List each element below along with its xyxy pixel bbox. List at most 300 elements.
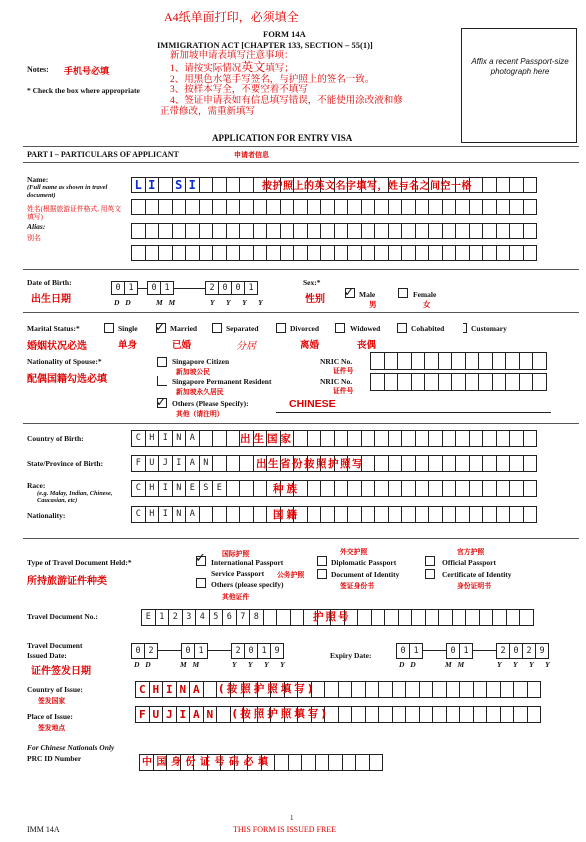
char-box[interactable]: 1 [244,281,258,295]
char-box[interactable] [438,352,453,370]
char-box[interactable] [401,430,416,447]
prc-row[interactable] [139,754,382,771]
char-box[interactable] [239,455,254,472]
char-box[interactable] [492,609,507,626]
char-box[interactable] [226,245,241,261]
char-box[interactable] [131,199,146,215]
char-box[interactable] [347,480,362,497]
char-box[interactable] [212,506,227,523]
char-box[interactable] [361,430,376,447]
char-box[interactable]: 0 [446,643,460,659]
nric-row-2[interactable] [370,373,546,391]
char-box[interactable]: N [176,681,191,698]
char-box[interactable] [374,245,389,261]
sg-citizen-checkbox[interactable] [157,357,167,367]
char-box[interactable]: 1 [459,643,473,659]
char-box[interactable] [388,455,403,472]
dob-day[interactable] [111,281,137,295]
char-box[interactable]: 6 [222,609,237,626]
char-box[interactable] [374,480,389,497]
char-box[interactable] [239,245,254,261]
char-box[interactable] [347,223,362,239]
char-box[interactable] [509,506,524,523]
char-box[interactable]: N [203,706,218,723]
char-box[interactable] [216,706,231,723]
char-box[interactable] [428,245,443,261]
char-box[interactable] [469,480,484,497]
char-box[interactable] [158,245,173,261]
char-box[interactable] [482,430,497,447]
char-box[interactable] [378,706,393,723]
char-box[interactable] [172,245,187,261]
char-box[interactable] [523,223,538,239]
char-box[interactable] [199,199,214,215]
char-box[interactable] [388,480,403,497]
female-checkbox[interactable] [398,288,408,298]
char-box[interactable]: 1 [194,643,208,659]
issued-day[interactable] [131,643,157,659]
char-box[interactable] [253,199,268,215]
char-box[interactable]: 2 [522,643,536,659]
char-box[interactable]: J [158,455,173,472]
char-box[interactable] [212,177,227,193]
char-box[interactable]: 0 [131,643,145,659]
char-box[interactable] [212,455,227,472]
char-box[interactable] [496,480,511,497]
char-box[interactable]: H [149,681,164,698]
char-box[interactable] [239,199,254,215]
race-row[interactable] [131,480,536,497]
char-box[interactable] [320,430,335,447]
char-box[interactable]: 0 [396,643,410,659]
char-box[interactable] [482,506,497,523]
char-box[interactable] [496,199,511,215]
poi-row[interactable] [135,706,540,723]
char-box[interactable] [415,506,430,523]
char-box[interactable] [226,223,241,239]
alias-row-2[interactable] [131,245,536,261]
char-box[interactable] [288,754,303,771]
char-box[interactable] [405,706,420,723]
char-box[interactable] [392,706,407,723]
char-box[interactable] [496,245,511,261]
char-box[interactable]: 5 [209,609,224,626]
char-box[interactable] [479,609,494,626]
char-box[interactable] [496,506,511,523]
char-box[interactable] [523,480,538,497]
char-box[interactable]: 0 [244,643,258,659]
char-box[interactable] [361,199,376,215]
char-box[interactable] [442,199,457,215]
char-box[interactable] [361,506,376,523]
char-box[interactable]: 2 [231,643,245,659]
char-box[interactable] [509,199,524,215]
coi-doc-checkbox[interactable] [425,569,435,579]
char-box[interactable] [465,373,480,391]
char-box[interactable] [293,223,308,239]
char-box[interactable] [226,430,241,447]
char-box[interactable]: 0 [111,281,125,295]
char-box[interactable] [469,245,484,261]
char-box[interactable] [496,455,511,472]
char-box[interactable] [199,177,214,193]
char-box[interactable]: E [185,480,200,497]
char-box[interactable]: C [135,681,150,698]
char-box[interactable] [374,199,389,215]
char-box[interactable] [158,223,173,239]
char-box[interactable] [384,373,399,391]
char-box[interactable] [274,754,289,771]
off-pp-checkbox[interactable] [425,556,435,566]
char-box[interactable] [172,199,187,215]
char-box[interactable] [338,706,353,723]
char-box[interactable] [374,455,389,472]
char-box[interactable] [532,352,547,370]
char-box[interactable] [446,706,461,723]
char-box[interactable]: I [185,177,200,193]
divorced-checkbox[interactable] [276,323,286,333]
char-box[interactable] [469,455,484,472]
char-box[interactable] [185,199,200,215]
char-box[interactable] [369,754,384,771]
char-box[interactable] [513,681,528,698]
char-box[interactable] [419,706,434,723]
char-box[interactable] [158,199,173,215]
char-box[interactable] [334,430,349,447]
char-box[interactable]: I [172,455,187,472]
char-box[interactable]: H [145,506,160,523]
char-box[interactable]: U [145,455,160,472]
char-box[interactable] [527,681,542,698]
char-box[interactable] [482,199,497,215]
char-box[interactable] [523,455,538,472]
char-box[interactable] [172,223,187,239]
char-box[interactable] [459,706,474,723]
char-box[interactable] [519,352,534,370]
char-box[interactable] [361,223,376,239]
char-box[interactable] [361,245,376,261]
char-box[interactable] [226,506,241,523]
char-box[interactable] [492,352,507,370]
char-box[interactable] [139,754,273,771]
char-box[interactable]: I [162,681,177,698]
char-box[interactable]: 1 [257,643,271,659]
char-box[interactable] [452,609,467,626]
char-box[interactable] [455,430,470,447]
char-box[interactable] [199,430,214,447]
char-box[interactable]: E [141,609,156,626]
char-box[interactable] [301,754,316,771]
char-box[interactable] [293,199,308,215]
char-box[interactable] [315,754,330,771]
char-box[interactable] [465,352,480,370]
char-box[interactable] [158,177,173,193]
char-box[interactable] [355,754,370,771]
char-box[interactable] [307,223,322,239]
char-box[interactable]: C [131,506,146,523]
char-box[interactable]: L [131,177,146,193]
char-box[interactable] [455,245,470,261]
char-box[interactable] [226,455,241,472]
char-box[interactable]: 0 [231,281,245,295]
char-box[interactable] [401,245,416,261]
char-box[interactable] [334,245,349,261]
name-row-2[interactable] [131,199,536,215]
char-box[interactable]: I [145,177,160,193]
char-box[interactable] [442,480,457,497]
char-box[interactable] [328,754,343,771]
char-box[interactable] [442,506,457,523]
char-box[interactable] [482,177,497,193]
char-box[interactable] [347,430,362,447]
char-box[interactable] [212,199,227,215]
char-box[interactable] [276,609,291,626]
char-box[interactable] [405,681,420,698]
char-box[interactable] [428,430,443,447]
char-box[interactable] [324,681,339,698]
char-box[interactable] [145,223,160,239]
char-box[interactable] [307,245,322,261]
char-box[interactable] [401,480,416,497]
char-box[interactable] [428,199,443,215]
char-box[interactable] [469,199,484,215]
char-box[interactable] [239,177,254,193]
dob-year[interactable] [205,281,257,295]
char-box[interactable] [509,177,524,193]
char-box[interactable] [266,223,281,239]
char-box[interactable] [532,373,547,391]
char-box[interactable] [253,480,268,497]
char-box[interactable]: A [189,681,204,698]
char-box[interactable] [253,223,268,239]
char-box[interactable]: 2 [144,643,158,659]
char-box[interactable] [365,681,380,698]
char-box[interactable] [519,373,534,391]
others-doc-checkbox[interactable] [196,578,206,588]
char-box[interactable] [392,681,407,698]
char-box[interactable] [505,352,520,370]
char-box[interactable] [401,506,416,523]
char-box[interactable] [428,480,443,497]
char-box[interactable] [438,609,453,626]
char-box[interactable] [482,455,497,472]
dob-month[interactable] [147,281,173,295]
char-box[interactable] [469,430,484,447]
single-checkbox[interactable] [104,323,114,333]
char-box[interactable] [334,223,349,239]
char-box[interactable] [415,199,430,215]
char-box[interactable] [500,706,515,723]
coi-row[interactable] [135,681,540,698]
char-box[interactable] [397,352,412,370]
char-box[interactable] [185,245,200,261]
char-box[interactable] [455,199,470,215]
char-box[interactable] [216,681,316,698]
char-box[interactable] [469,506,484,523]
char-box[interactable] [384,352,399,370]
char-box[interactable]: 7 [236,609,251,626]
char-box[interactable] [446,681,461,698]
char-box[interactable]: 8 [249,609,264,626]
char-box[interactable] [397,373,412,391]
char-box[interactable] [401,223,416,239]
others-value[interactable]: CHINESE [289,398,336,410]
char-box[interactable]: F [131,455,146,472]
char-box[interactable] [357,609,372,626]
char-box[interactable]: S [199,480,214,497]
separated-checkbox[interactable] [212,323,222,333]
char-box[interactable] [523,245,538,261]
char-box[interactable]: I [158,430,173,447]
char-box[interactable] [459,681,474,698]
char-box[interactable] [388,506,403,523]
char-box[interactable]: N [172,430,187,447]
char-box[interactable] [342,754,357,771]
char-box[interactable] [527,706,542,723]
char-box[interactable]: 2 [168,609,183,626]
char-box[interactable]: 2 [205,281,219,295]
char-box[interactable] [519,609,534,626]
char-box[interactable]: 1 [409,643,423,659]
char-box[interactable] [401,199,416,215]
char-box[interactable]: F [135,706,150,723]
char-box[interactable] [320,506,335,523]
char-box[interactable] [442,223,457,239]
char-box[interactable] [425,609,440,626]
char-box[interactable] [199,506,214,523]
alias-row-1[interactable] [131,223,536,239]
char-box[interactable] [455,506,470,523]
char-box[interactable] [415,245,430,261]
char-box[interactable] [307,480,322,497]
char-box[interactable] [334,506,349,523]
char-box[interactable] [320,199,335,215]
char-box[interactable] [506,609,521,626]
char-box[interactable] [351,706,366,723]
char-box[interactable] [496,177,511,193]
char-box[interactable] [307,506,322,523]
char-box[interactable]: A [189,706,204,723]
char-box[interactable] [482,223,497,239]
char-box[interactable]: H [145,430,160,447]
cohabited-checkbox[interactable] [397,323,407,333]
char-box[interactable] [478,373,493,391]
char-box[interactable] [419,681,434,698]
char-box[interactable] [411,609,426,626]
char-box[interactable]: 0 [147,281,161,295]
char-box[interactable] [334,199,349,215]
widowed-checkbox[interactable] [335,323,345,333]
char-box[interactable] [351,681,366,698]
char-box[interactable] [415,223,430,239]
char-box[interactable]: 1 [124,281,138,295]
char-box[interactable] [239,480,254,497]
char-box[interactable] [371,609,386,626]
char-box[interactable] [411,373,426,391]
char-box[interactable] [361,480,376,497]
char-box[interactable] [253,245,268,261]
char-box[interactable] [226,480,241,497]
char-box[interactable]: N [199,455,214,472]
char-box[interactable] [378,681,393,698]
char-box[interactable] [455,455,470,472]
char-box[interactable] [465,609,480,626]
char-box[interactable] [293,430,308,447]
char-box[interactable]: N [172,506,187,523]
char-box[interactable] [212,245,227,261]
char-box[interactable] [523,199,538,215]
char-box[interactable] [492,373,507,391]
char-box[interactable] [370,352,385,370]
char-box[interactable]: E [212,480,227,497]
char-box[interactable] [370,373,385,391]
char-box[interactable] [523,177,538,193]
char-box[interactable] [509,480,524,497]
expiry-month[interactable] [446,643,472,659]
nric-row-1[interactable] [370,352,546,370]
char-box[interactable] [523,430,538,447]
char-box[interactable] [307,430,322,447]
char-box[interactable] [451,373,466,391]
char-box[interactable]: 0 [509,643,523,659]
char-box[interactable]: 9 [535,643,549,659]
char-box[interactable]: I [176,706,191,723]
char-box[interactable] [513,706,528,723]
char-box[interactable] [455,223,470,239]
char-box[interactable] [398,609,413,626]
char-box[interactable] [280,223,295,239]
char-box[interactable] [424,373,439,391]
char-box[interactable] [347,199,362,215]
char-box[interactable] [145,245,160,261]
char-box[interactable] [226,199,241,215]
char-box[interactable] [473,706,488,723]
char-box[interactable] [401,455,416,472]
char-box[interactable] [347,245,362,261]
cob-row[interactable] [131,430,536,447]
char-box[interactable]: 9 [270,643,284,659]
char-box[interactable]: 0 [218,281,232,295]
char-box[interactable] [415,480,430,497]
doi-checkbox[interactable] [317,569,327,579]
char-box[interactable]: A [185,455,200,472]
char-box[interactable] [263,609,278,626]
customary-checkbox[interactable] [463,323,467,333]
char-box[interactable]: S [172,177,187,193]
char-box[interactable]: 1 [155,609,170,626]
issued-year[interactable] [231,643,283,659]
char-box[interactable] [455,480,470,497]
char-box[interactable] [486,681,501,698]
char-box[interactable] [486,706,501,723]
char-box[interactable] [253,506,268,523]
char-box[interactable] [334,480,349,497]
char-box[interactable]: U [149,706,164,723]
dip-pp-checkbox[interactable] [317,556,327,566]
char-box[interactable]: C [131,430,146,447]
char-box[interactable] [505,373,520,391]
char-box[interactable]: I [158,480,173,497]
char-box[interactable] [478,352,493,370]
char-box[interactable] [374,223,389,239]
char-box[interactable] [496,430,511,447]
char-box[interactable] [185,223,200,239]
char-box[interactable] [442,430,457,447]
char-box[interactable] [145,199,160,215]
char-box[interactable] [320,480,335,497]
char-box[interactable]: 4 [195,609,210,626]
char-box[interactable]: C [131,480,146,497]
